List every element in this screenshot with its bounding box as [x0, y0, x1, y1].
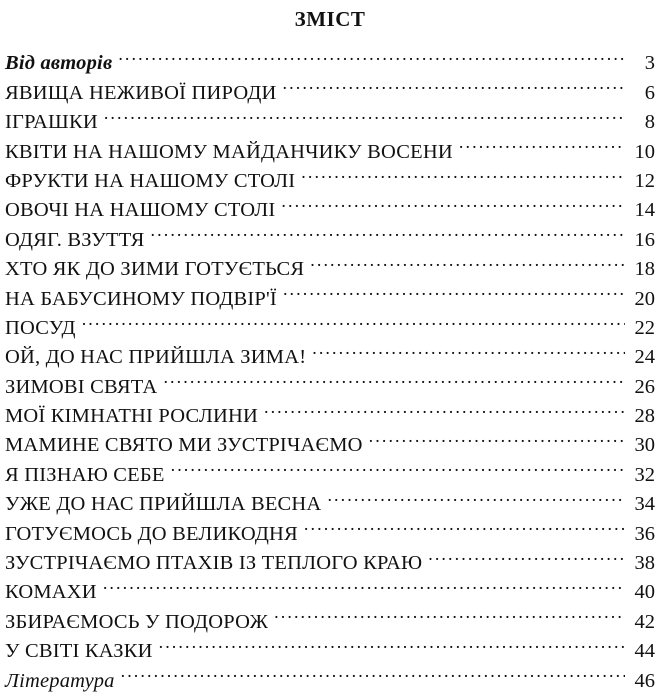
dot-leader: [82, 305, 625, 334]
dot-leader: [104, 99, 625, 128]
dot-leader: [274, 598, 625, 627]
dot-leader: [327, 481, 625, 510]
page-title: ЗМІСТ: [294, 7, 366, 31]
dot-leader: [163, 363, 625, 392]
toc-entry-label: Я ПІЗНАЮ СЕБЕ: [5, 463, 165, 486]
toc-entry-page: 38: [634, 552, 655, 575]
toc-entry-label: МОЇ КІМНАТНІ РОСЛИНИ: [5, 405, 258, 428]
toc-entry-label: ІГРАШКИ: [5, 111, 98, 134]
toc-entry-page: 30: [634, 434, 655, 457]
toc-entry-label: ЯВИЩА НЕЖИВОЇ ПИРОДИ: [5, 81, 277, 104]
toc-entry-label: КОМАХИ: [5, 581, 97, 604]
toc-entry-page: 34: [634, 493, 655, 516]
toc-entry-label: ГОТУЄМОСЬ ДО ВЕЛИКОДНЯ: [5, 522, 298, 545]
toc-entry-page: 40: [634, 581, 655, 604]
toc-entry-page: 22: [634, 316, 655, 339]
dot-leader: [428, 540, 625, 569]
toc-entry-page: 46: [634, 669, 655, 692]
toc-entry-page: 3: [644, 52, 655, 75]
dot-leader: [151, 216, 625, 245]
dot-leader: [121, 657, 625, 686]
toc-entry-page: 28: [634, 405, 655, 428]
dot-leader: [459, 128, 625, 157]
dot-leader: [171, 451, 625, 480]
toc-entry-page: 24: [634, 346, 655, 369]
toc-entry-label: ФРУКТИ НА НАШОМУ СТОЛІ: [5, 169, 296, 192]
dot-leader: [369, 422, 625, 451]
toc-entry-label: ЗУСТРІЧАЄМО ПТАХІВ ІЗ ТЕПЛОГО КРАЮ: [5, 552, 423, 575]
dot-leader: [283, 69, 625, 98]
toc-entry-page: 32: [634, 463, 655, 486]
toc-entry-label: УЖЕ ДО НАС ПРИЙШЛА ВЕСНА: [5, 493, 322, 516]
toc-list: [5, 40, 655, 692]
dot-leader: [310, 246, 625, 275]
toc-entry-label: ОЙ, ДО НАС ПРИЙШЛА ЗИМА!: [5, 346, 307, 369]
toc-entry-label: ЗБИРАЄМОСЬ У ПОДОРОЖ: [5, 610, 269, 633]
toc-entry-page: 12: [634, 169, 655, 192]
toc-entry-label: Від авторів: [5, 52, 113, 75]
toc-entry-page: 44: [634, 640, 655, 663]
toc-entry-page: 36: [634, 522, 655, 545]
toc-entry-page: 18: [634, 258, 655, 281]
toc-entry-page: 16: [634, 228, 655, 251]
toc-entry: [5, 128, 655, 163]
toc-entry: [5, 569, 655, 604]
dot-leader: [118, 40, 625, 69]
toc-entry-label: КВІТИ НА НАШОМУ МАЙДАНЧИКУ ВОСЕНИ: [5, 140, 453, 163]
toc-entry-page: 10: [634, 140, 655, 163]
toc-entry: [5, 305, 655, 339]
dot-leader: [281, 187, 625, 216]
dot-leader: [283, 275, 625, 304]
toc-entry-page: 8: [644, 111, 655, 134]
toc-entry-label: ЗИМОВІ СВЯТА: [5, 375, 158, 398]
dot-leader: [312, 334, 625, 363]
toc-entry-label: НА БАБУСИНОМУ ПОДВІР'Ї: [5, 287, 277, 310]
toc-entry: [5, 40, 655, 75]
toc-entry-label: ХТО ЯК ДО ЗИМИ ГОТУЄТЬСЯ: [5, 258, 305, 281]
toc-entry: [5, 598, 655, 633]
toc-entry-page: 26: [634, 375, 655, 398]
toc-entry-page: 42: [634, 610, 655, 633]
toc-entry-page: 14: [634, 199, 655, 222]
toc-entry-page: 6: [644, 81, 655, 104]
dot-leader: [103, 569, 625, 598]
dot-leader: [159, 628, 625, 657]
toc-entry-page: 20: [634, 287, 655, 310]
toc-entry-label: МАМИНЕ СВЯТО МИ ЗУСТРІЧАЄМО: [5, 434, 363, 457]
dot-leader: [264, 393, 625, 422]
toc-entry-label: ОДЯГ. ВЗУТТЯ: [5, 228, 145, 251]
toc-entry-label: ПОСУД: [5, 316, 76, 339]
toc-entry-label: У СВІТІ КАЗКИ: [5, 640, 153, 663]
toc-entry-label: Література: [5, 669, 115, 692]
toc-entry: [5, 334, 655, 369]
toc-entry-label: ОВОЧІ НА НАШОМУ СТОЛІ: [5, 199, 276, 222]
dot-leader: [304, 510, 625, 539]
dot-leader: [301, 158, 625, 187]
